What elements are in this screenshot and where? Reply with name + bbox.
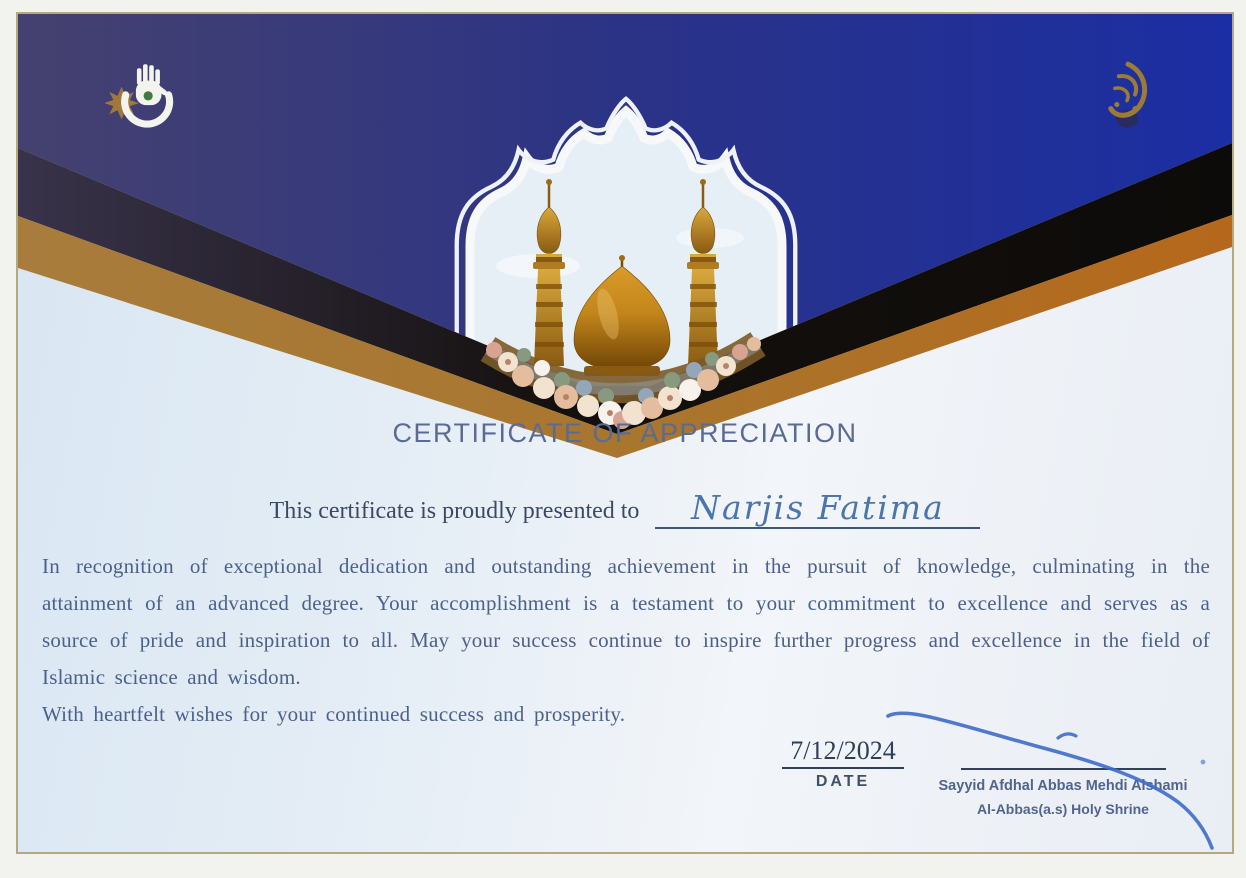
presented-text: This certificate is proudly presented to — [269, 498, 640, 524]
body-paragraph: In recognition of exceptional dedication and outstanding achievement in the pursuit of knowledge, culminating in the attainment of an advanced degree. Your accomplishment is a testament to your commitment to excellence and serves as a source of pride and inspiration to all. May your success continue to inspire further progress and excellence in the field of Islamic science and wisdom. — [42, 554, 1210, 689]
closing-line: With heartfelt wishes for your continued success and prosperity. — [42, 702, 626, 726]
header-artwork — [18, 14, 1232, 484]
date-label: DATE — [815, 773, 871, 790]
recipient-underline — [655, 488, 980, 529]
body-block — [42, 548, 1210, 733]
date-value: 7/12/2024 — [782, 736, 903, 769]
certificate — [16, 12, 1234, 854]
presented-line — [18, 488, 1232, 529]
signature-line — [961, 768, 1166, 770]
signatory-organization: Al-Abbas(a.s) Holy Shrine — [977, 801, 1149, 817]
signatory-name: Sayyid Afdhal Abbas Mehdi Alshami — [938, 778, 1188, 794]
date-block — [758, 736, 928, 791]
arabic-calligraphy-emblem — [1092, 54, 1164, 140]
recipient-name: Narjis Fatima — [691, 488, 945, 527]
signature-block — [938, 768, 1188, 817]
certificate-title: CERTIFICATE OF APPRECIATION — [392, 418, 858, 448]
hand-of-abbas-emblem — [105, 54, 177, 146]
